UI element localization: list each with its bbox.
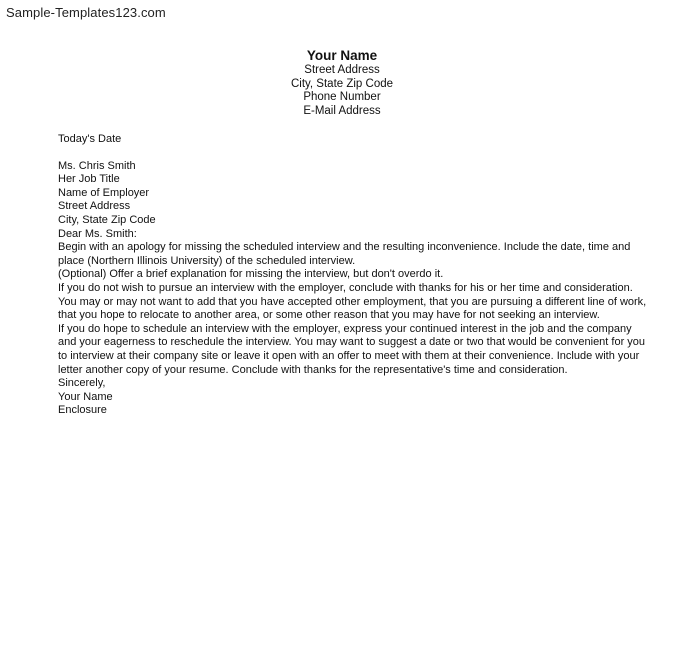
sender-email: E-Mail Address <box>303 105 381 118</box>
signature-name: Your Name <box>58 390 113 403</box>
paragraph-optional: (Optional) Offer a brief explanation for missing the interview, but don't overdo it. <box>58 268 444 281</box>
sender-street: Street Address <box>304 64 380 76</box>
sender-city-state-zip: City, State Zip Code <box>290 77 394 90</box>
letter-date: Today's Date <box>58 133 122 145</box>
recipient-name: Ms. Chris Smith <box>58 159 136 172</box>
closing: Sincerely, <box>58 377 106 390</box>
recipient-city-state-zip: City, State Zip Code <box>58 213 156 226</box>
recipient-employer: Name of Employer <box>58 186 150 199</box>
recipient-title: Her Job Title <box>58 173 120 186</box>
sender-name: Your Name <box>306 48 378 63</box>
sender-address-block <box>0 48 684 119</box>
recipient-street: Street Address <box>58 200 131 213</box>
paragraph-reschedule: If you do hope to schedule an interview with the employer, express your continued interest in the job and the company and your eagerness to reschedule the interview. You may want to suggest a date or two that would be convenient for you to interview at their company site or leave it open with an offer to meet with them at their convenience. Include with your letter another copy of your resume. Conclude with thanks for the representative's time and consideration. <box>58 322 646 376</box>
letter-body <box>58 133 648 418</box>
paragraph-no-interview: If you do not wish to pursue an interview with the employer, conclude with thanks for his or her time and consideration. You may or may not want to add that you have accepted other employment, that you are pursuing a different line of work, that you hope to relocate to another area, or some other reason that you may have for not seeking an interview. <box>58 281 647 322</box>
enclosure: Enclosure <box>58 404 107 417</box>
salutation: Dear Ms. Smith: <box>58 227 137 240</box>
paragraph-apology: Begin with an apology for missing the scheduled interview and the resulting inconvenience. Include the date, time and place (Northern Illinois University) of the scheduled interview. <box>58 241 631 267</box>
recipient-address-block <box>58 160 648 228</box>
sender-phone: Phone Number <box>303 91 381 104</box>
site-watermark: Sample-Templates123.com <box>6 5 166 20</box>
